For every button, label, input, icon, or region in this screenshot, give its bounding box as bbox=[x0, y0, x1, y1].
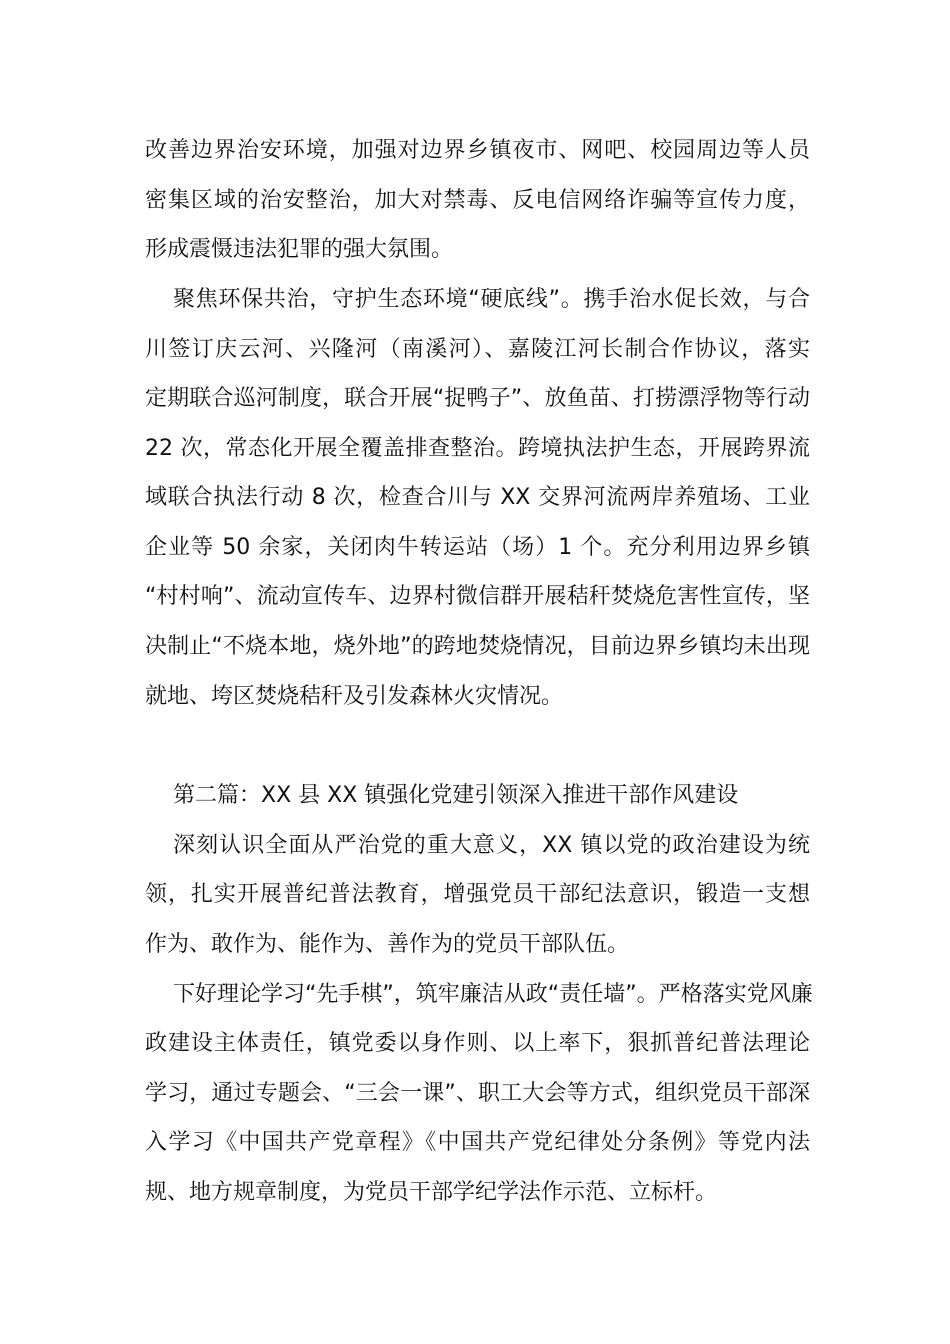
paragraph-3-line-2: 领，扎实开展普纪普法教育，增强党员干部纪法意识，锻造一支想 bbox=[145, 882, 810, 907]
paragraph-2-line-7: “村村响”、流动宣传车、边界村微信群开展秸秆焚烧危害性宣传，坚 bbox=[145, 584, 810, 609]
paragraph-3-line-1: 深刻认识全面从严治党的重大意义，XX 镇以党的政治建设为统 bbox=[173, 833, 810, 858]
paragraph-1-line-1: 改善边界治安环境，加强对边界乡镇夜市、网吧、校园周边等人员 bbox=[145, 138, 810, 163]
paragraph-1-line-2: 密集区域的治安整治，加大对禁毒、反电信网络诈骗等宣传力度， bbox=[145, 188, 810, 213]
paragraph-3-line-3: 作为、敢作为、能作为、善作为的党员干部队伍。 bbox=[145, 932, 630, 957]
paragraph-4-line-4: 入学习《中国共产党章程》《中国共产党纪律处分条例》等党内法 bbox=[145, 1130, 810, 1155]
paragraph-2-line-1: 聚焦环保共治，守护生态环境“硬底线”。携手治水促长效，与合 bbox=[173, 287, 810, 312]
paragraph-2-line-5: 域联合执法行动 8 次，检查合川与 XX 交界河流两岸养殖场、工业 bbox=[145, 485, 810, 510]
paragraph-2-line-9: 就地、垮区焚烧秸秆及引发森林火灾情况。 bbox=[145, 684, 564, 709]
paragraph-4-line-3: 学习，通过专题会、“三会一课”、职工大会等方式，组织党员干部深 bbox=[145, 1081, 810, 1106]
section-title: 第二篇：XX 县 XX 镇强化党建引领深入推进干部作风建设 bbox=[173, 783, 739, 808]
paragraph-4-line-1: 下好理论学习“先手棋”，筑牢廉洁从政“责任墙”。严格落实党风廉 bbox=[173, 982, 813, 1007]
paragraph-2-line-8: 决制止“不烧本地，烧外地”的跨地焚烧情况，目前边界乡镇均未出现 bbox=[145, 634, 810, 659]
paragraph-2-line-2: 川签订庆云河、兴隆河（南溪河）、嘉陵江河长制合作协议，落实 bbox=[145, 337, 810, 362]
paragraph-4-line-5: 规、地方规章制度，为党员干部学纪学法作示范、立标杆。 bbox=[145, 1180, 718, 1205]
paragraph-2-line-6: 企业等 50 余家，关闭肉牛转运站（场）1 个。充分利用边界乡镇 bbox=[145, 535, 810, 560]
paragraph-1-line-3: 形成震慑违法犯罪的强大氛围。 bbox=[145, 237, 454, 262]
paragraph-2-line-4: 22 次，常态化开展全覆盖排查整治。跨境执法护生态，开展跨界流 bbox=[145, 436, 810, 461]
paragraph-4-line-2: 政建设主体责任，镇党委以身作则、以上率下，狠抓普纪普法理论 bbox=[145, 1031, 810, 1056]
paragraph-2-line-3: 定期联合巡河制度，联合开展“捉鸭子”、放鱼苗、打捞漂浮物等行动 bbox=[145, 386, 810, 411]
